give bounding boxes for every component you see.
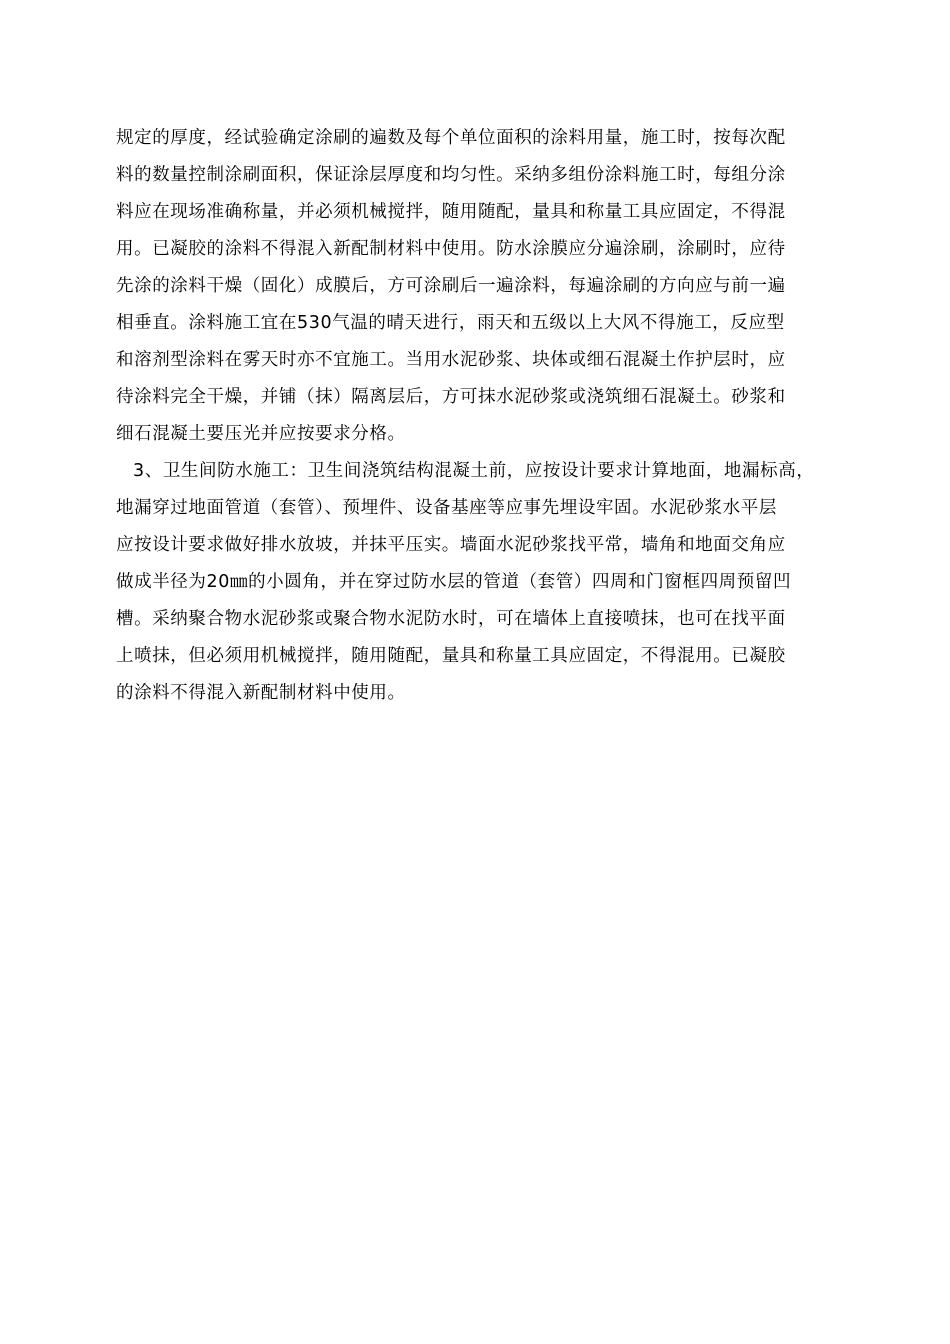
text-line: 细石混凝土要压光并应按要求分格。 <box>116 424 406 444</box>
text-line: 上喷抹，但必须用机械搅拌，随用随配，量具和称量工具应固定，不得混用。已凝胶 <box>116 646 786 666</box>
text-line: 料的数量控制涂刷面积，保证涂层厚度和均匀性。采纳多组份涂料施工时，每组分涂 <box>116 165 786 185</box>
text-line: 槽。采纳聚合物水泥砂浆或聚合物水泥防水时，可在墙体上直接喷抹，也可在找平面 <box>116 609 786 629</box>
section-heading-line: 3、卫生间防水施工：卫生间浇筑结构混凝土前，应按设计要求计算地面，地漏标高， <box>133 461 815 481</box>
text-line: 做成半径为20㎜的小圆角，并在穿过防水层的管道（套管）四周和门窗框四周预留凹 <box>116 572 792 592</box>
text-line: 的涂料不得混入新配制材料中使用。 <box>116 683 406 703</box>
text-line: 相垂直。涂料施工宜在530气温的晴天进行，雨天和五级以上大风不得施工，反应型 <box>116 313 785 333</box>
text-line: 应按设计要求做好排水放坡，并抹平压实。墙面水泥砂浆找平常，墙角和地面交角应 <box>116 535 786 555</box>
body-text <box>116 120 836 712</box>
text-line: 先涂的涂料干燥（固化）成膜后，方可涂刷后一遍涂料，每遍涂刷的方向应与前一遍 <box>116 276 786 296</box>
text-line: 规定的厚度，经试验确定涂刷的遍数及每个单位面积的涂料用量，施工时，按每次配 <box>116 128 786 148</box>
text-line: 地漏穿过地面管道（套管）、预埋件、设备基座等应事先埋设牢固。水泥砂浆水平层 <box>116 498 777 518</box>
text-line: 待涂料完全干燥，并铺（抹）隔离层后，方可抹水泥砂浆或浇筑细石混凝土。砂浆和 <box>116 387 786 407</box>
text-line: 和溶剂型涂料在雾天时亦不宜施工。当用水泥砂浆、块体或细石混凝土作护层时，应 <box>116 350 786 370</box>
text-line: 料应在现场准确称量，并必须机械搅拌，随用随配，量具和称量工具应固定，不得混 <box>116 202 786 222</box>
text-line: 用。已凝胶的涂料不得混入新配制材料中使用。防水涂膜应分遍涂刷，涂刷时，应待 <box>116 239 786 259</box>
